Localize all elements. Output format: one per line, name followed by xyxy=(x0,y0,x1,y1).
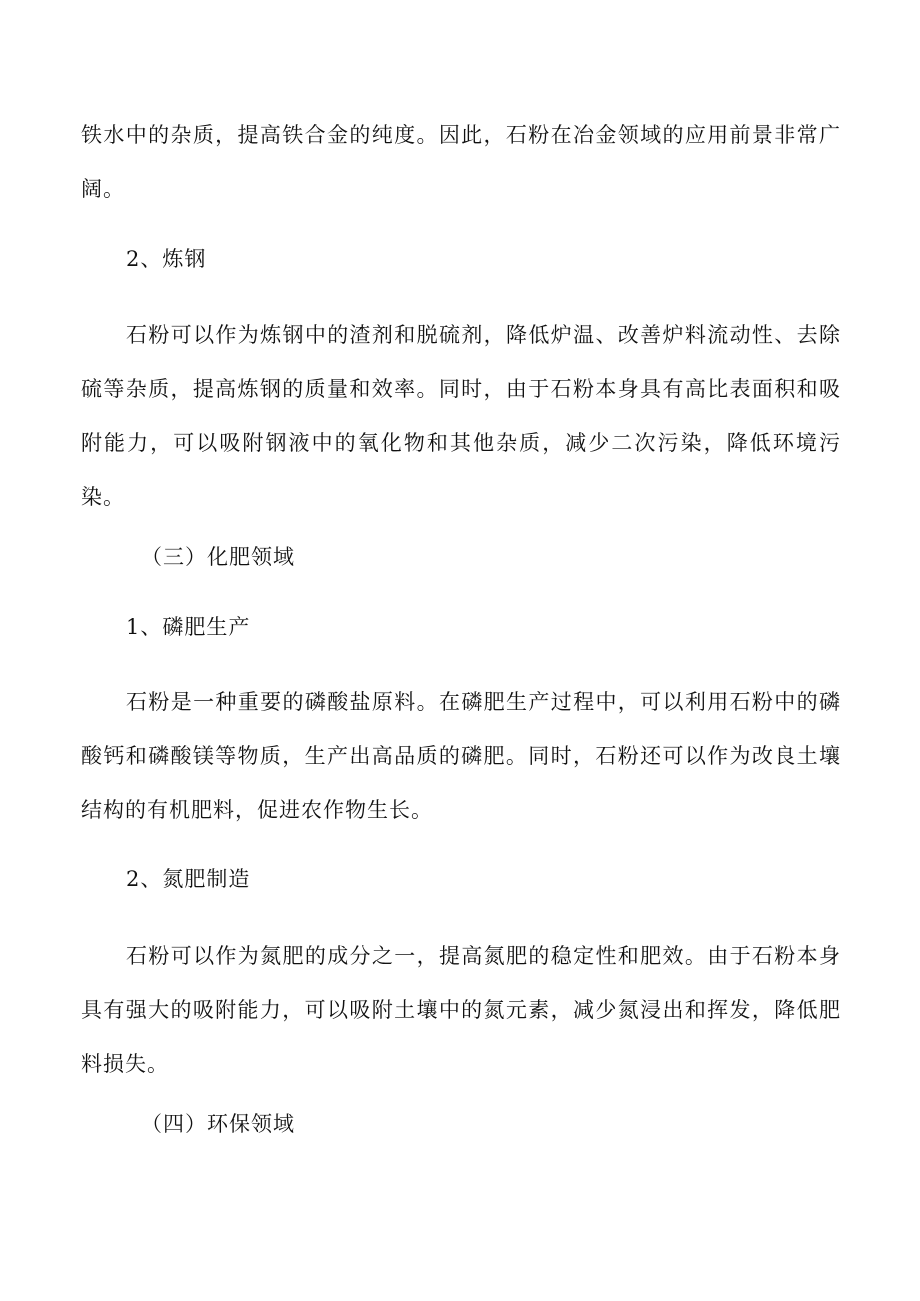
section-environment: （四）环保领域 xyxy=(141,1112,295,1136)
heading-steelmaking: 2、炼钢 xyxy=(126,247,207,271)
paragraph-continued: 铁水中的杂质，提高铁合金的纯度。因此，石粉在冶金领域的应用前景非常广阔。 xyxy=(81,123,841,201)
heading-nitrogen: 2、氮肥制造 xyxy=(126,867,251,891)
paragraph-phosphate: 石粉是一种重要的磷酸盐原料。在磷肥生产过程中，可以利用石粉中的磷酸钙和磷酸镁等物质，生产出高品质的磷肥。同时，石粉还可以作为改良土壤结构的有机肥料，促进农作物生长。 xyxy=(81,690,841,822)
paragraph-nitrogen: 石粉可以作为氮肥的成分之一，提高氮肥的稳定性和肥效。由于石粉本身具有强大的吸附能力，可以吸附土壤中的氮元素，减少氮浸出和挥发，降低肥料损失。 xyxy=(81,944,841,1076)
paragraph-steelmaking: 石粉可以作为炼钢中的渣剂和脱硫剂，降低炉温、改善炉料流动性、去除硫等杂质，提高炼钢的质量和效率。同时，由于石粉本身具有高比表面积和吸附能力，可以吸附钢液中的氧化物和其他杂质，减少二次污染，降低环境污染。 xyxy=(81,323,841,509)
heading-phosphate: 1、磷肥生产 xyxy=(126,615,251,639)
section-fertilizer: （三）化肥领域 xyxy=(141,545,295,569)
